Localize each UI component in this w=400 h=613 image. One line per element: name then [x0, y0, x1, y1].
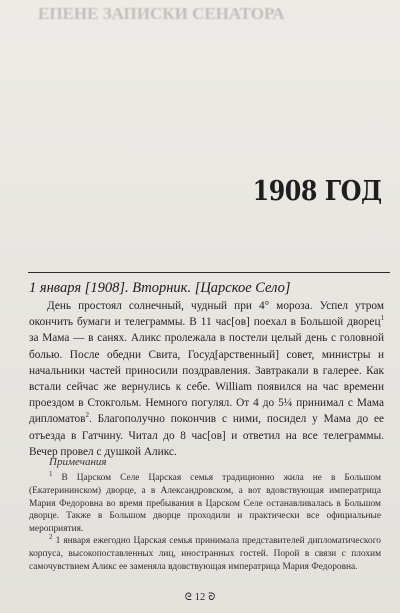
footnote-ref-1: 1 [380, 314, 384, 323]
heading-divider [28, 272, 390, 273]
bleed-through-text: ЕПЕНЕ ЗАПИСКИ СЕНАТОРА [38, 4, 285, 22]
diary-entry-body [29, 298, 384, 460]
chapter-title: 1908 ГОД [252, 176, 382, 207]
ornament-right-icon: ᘐ [208, 592, 216, 603]
ornament-left-icon: ᘓ [184, 592, 192, 603]
footnote-mark: 2 [49, 532, 53, 541]
notes-title: Примечания [49, 456, 107, 468]
footnote-text: В Царском Селе Царская семья традиционно жила не в Большом (Екатерининском) дворце, а в Александровском, а вот вдовствующая императрица Мария Федоровна во время пребывания в Царском Селе останавливалась в Большом дворце. Также в Большом дворце проходили и практически все официальные мероприятия. [29, 473, 381, 535]
footnote-mark: 1 [49, 469, 53, 478]
footnote-2 [29, 532, 381, 573]
entry-text: День простоял солнечный, чудный при 4° мороза. Успел утром окончить бумаги и телеграммы. В 11 час[ов] поехал в Большой дворец [29, 300, 384, 329]
entry-text: за Мама — в санях. Аликс пролежала в постели целый день с головной болью. После обедни Свита, Госуд[арственный] совет, министры и начальники частей приносили поздравления. Завтракали в галерее. Как встали сейчас же вернулись к себе. William появился на час времени проездом в Стокгольм. Немного погулял. От 4 до 5¼ принимал с Мама дипломатов [29, 332, 384, 426]
entry-text: . Благополучно покончив с ними, посидел у Мама до ее отъезда в Гатчину. Читал до 8 час[ов] и ответил на все телеграммы. Вечер провел с душкой Аликс. [29, 413, 384, 458]
footnote-1 [29, 469, 381, 536]
footnote-ref-2: 2 [85, 411, 89, 420]
page-number: 12 [194, 592, 206, 603]
footnote-text: 1 января ежегодно Царская семья принимала представителей дипломатического корпуса, высокопоставленных лиц, иностранных гостей. Порой в связи с плохим самочувствием Аликс ее заменяла вдовствующая императрица Мария Федоровна. [29, 536, 381, 572]
diary-entry-heading: 1 января [1908]. Вторник. [Царское Село] [29, 280, 291, 296]
page-footer [0, 592, 400, 603]
